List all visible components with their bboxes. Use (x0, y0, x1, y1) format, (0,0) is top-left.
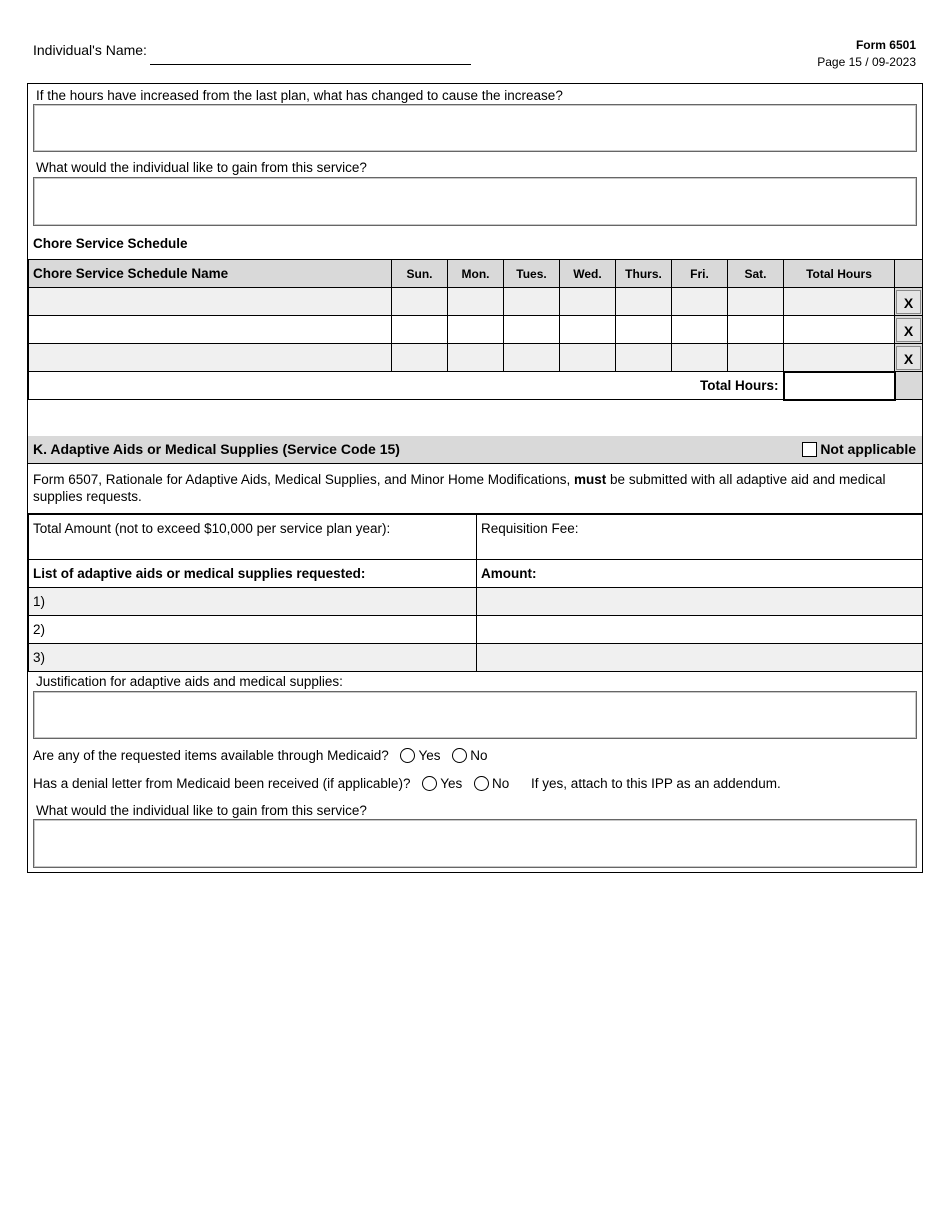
total-hours-row (29, 372, 923, 400)
not-applicable-checkbox[interactable] (802, 442, 817, 457)
form-number: Form 6501 (855, 38, 916, 52)
table-row (29, 288, 923, 316)
justification-textarea[interactable] (33, 691, 917, 739)
col-wed: Wed. (560, 260, 616, 288)
col-mon: Mon. (448, 260, 504, 288)
tue-input[interactable] (504, 288, 560, 316)
hours-increase-textarea[interactable] (33, 104, 917, 152)
aids-header-row (29, 560, 923, 588)
individual-name-label: Individual's Name: (33, 42, 147, 58)
gain-aids-textarea[interactable] (33, 819, 917, 868)
not-applicable-label: Not applicable (820, 441, 916, 457)
gain-chore-textarea[interactable] (33, 177, 917, 226)
row-total-hours (784, 288, 895, 316)
item-input[interactable]: 1) (29, 588, 477, 616)
mon-input[interactable] (448, 288, 504, 316)
col-tue: Tues. (504, 260, 560, 288)
total-hours-spacer (895, 372, 923, 400)
thu-input[interactable] (616, 344, 672, 372)
thu-input[interactable] (616, 316, 672, 344)
form-frame (27, 83, 923, 873)
spacer-row (28, 399, 922, 437)
col-thu: Thurs. (616, 260, 672, 288)
remove-row-cell (895, 316, 923, 344)
remove-row-button[interactable]: X (896, 346, 921, 370)
row-total-hours (784, 316, 895, 344)
remove-row-cell (895, 344, 923, 372)
tue-input[interactable] (504, 344, 560, 372)
remove-row-cell (895, 288, 923, 316)
note-text: Form 6507, Rationale for Adaptive Aids, Medical Supplies, and Minor Home Modifications, (33, 472, 575, 487)
medicaid-no-radio[interactable] (452, 748, 467, 763)
requisition-fee-field[interactable] (477, 515, 923, 560)
schedule-name-input[interactable] (29, 316, 392, 344)
wed-input[interactable] (560, 344, 616, 372)
table-row (29, 588, 923, 616)
col-sat: Sat. (728, 260, 784, 288)
denial-question (33, 776, 781, 791)
medicaid-yes-radio[interactable] (400, 748, 415, 763)
sat-input[interactable] (728, 316, 784, 344)
medicaid-question-label: Are any of the requested items available through Medicaid? (33, 748, 389, 763)
note-emphasis: must (574, 472, 607, 487)
denial-yes-radio[interactable] (422, 776, 437, 791)
gain-chore-label: What would the individual like to gain from this service? (36, 160, 367, 175)
chore-schedule-title: Chore Service Schedule (33, 236, 188, 251)
table-row (29, 344, 923, 372)
denial-question-label: Has a denial letter from Medicaid been received (if applicable)? (33, 776, 411, 791)
justification-label: Justification for adaptive aids and medical supplies: (36, 674, 343, 689)
thu-input[interactable] (616, 288, 672, 316)
mon-input[interactable] (448, 344, 504, 372)
mon-input[interactable] (448, 316, 504, 344)
tue-input[interactable] (504, 316, 560, 344)
medicaid-no-label: No (470, 748, 488, 763)
table-row (29, 316, 923, 344)
wed-input[interactable] (560, 288, 616, 316)
fri-input[interactable] (672, 288, 728, 316)
fri-input[interactable] (672, 316, 728, 344)
chore-header-row (29, 260, 923, 288)
table-row (29, 616, 923, 644)
sun-input[interactable] (392, 344, 448, 372)
schedule-name-input[interactable] (29, 344, 392, 372)
page-info: Page 15 / 09-2023 (817, 55, 916, 69)
col-schedule-name: Chore Service Schedule Name (29, 260, 392, 288)
item-amount-input[interactable] (477, 616, 923, 644)
sun-input[interactable] (392, 288, 448, 316)
amount-row (29, 515, 923, 560)
col-sun: Sun. (392, 260, 448, 288)
not-applicable-toggle[interactable] (802, 441, 916, 457)
item-amount-input[interactable] (477, 588, 923, 616)
col-remove (895, 260, 923, 288)
individual-name-input[interactable] (150, 64, 471, 65)
denial-yes-label: Yes (440, 776, 463, 791)
section-k-note (28, 464, 922, 514)
total-amount-label: Total Amount (not to exceed $10,000 per service plan year): (33, 521, 391, 536)
total-amount-field[interactable] (29, 515, 477, 560)
item-input[interactable]: 2) (29, 616, 477, 644)
fri-input[interactable] (672, 344, 728, 372)
medicaid-question (33, 748, 488, 763)
col-fri: Fri. (672, 260, 728, 288)
list-header: List of adaptive aids or medical supplies requested: (29, 560, 477, 588)
schedule-name-input[interactable] (29, 288, 392, 316)
remove-row-button[interactable]: X (896, 290, 921, 314)
sun-input[interactable] (392, 316, 448, 344)
item-input[interactable]: 3) (29, 644, 477, 672)
table-row (29, 644, 923, 672)
sat-input[interactable] (728, 344, 784, 372)
aids-table (28, 514, 923, 672)
chore-schedule-table (28, 259, 923, 401)
denial-note: If yes, attach to this IPP as an addendum. (531, 776, 781, 791)
wed-input[interactable] (560, 316, 616, 344)
medicaid-yes-label: Yes (418, 748, 441, 763)
section-k-title: K. Adaptive Aids or Medical Supplies (Service Code 15) (33, 441, 400, 457)
col-total-hours: Total Hours (784, 260, 895, 288)
note-text-end: be submitted with all adaptive aid and medical supplies requests. (33, 472, 886, 504)
requisition-fee-label: Requisition Fee: (481, 521, 579, 536)
section-k-header (28, 436, 922, 464)
item-amount-input[interactable] (477, 644, 923, 672)
denial-no-radio[interactable] (474, 776, 489, 791)
amount-header: Amount: (477, 560, 923, 588)
denial-no-label: No (492, 776, 510, 791)
gain-aids-label: What would the individual like to gain from this service? (36, 803, 367, 818)
page-header (0, 0, 950, 80)
remove-row-button[interactable]: X (896, 318, 921, 342)
total-hours-input[interactable] (784, 372, 895, 400)
sat-input[interactable] (728, 288, 784, 316)
total-hours-label: Total Hours: (29, 372, 784, 400)
hours-increase-label: If the hours have increased from the last plan, what has changed to cause the increase? (36, 88, 563, 103)
row-total-hours (784, 344, 895, 372)
